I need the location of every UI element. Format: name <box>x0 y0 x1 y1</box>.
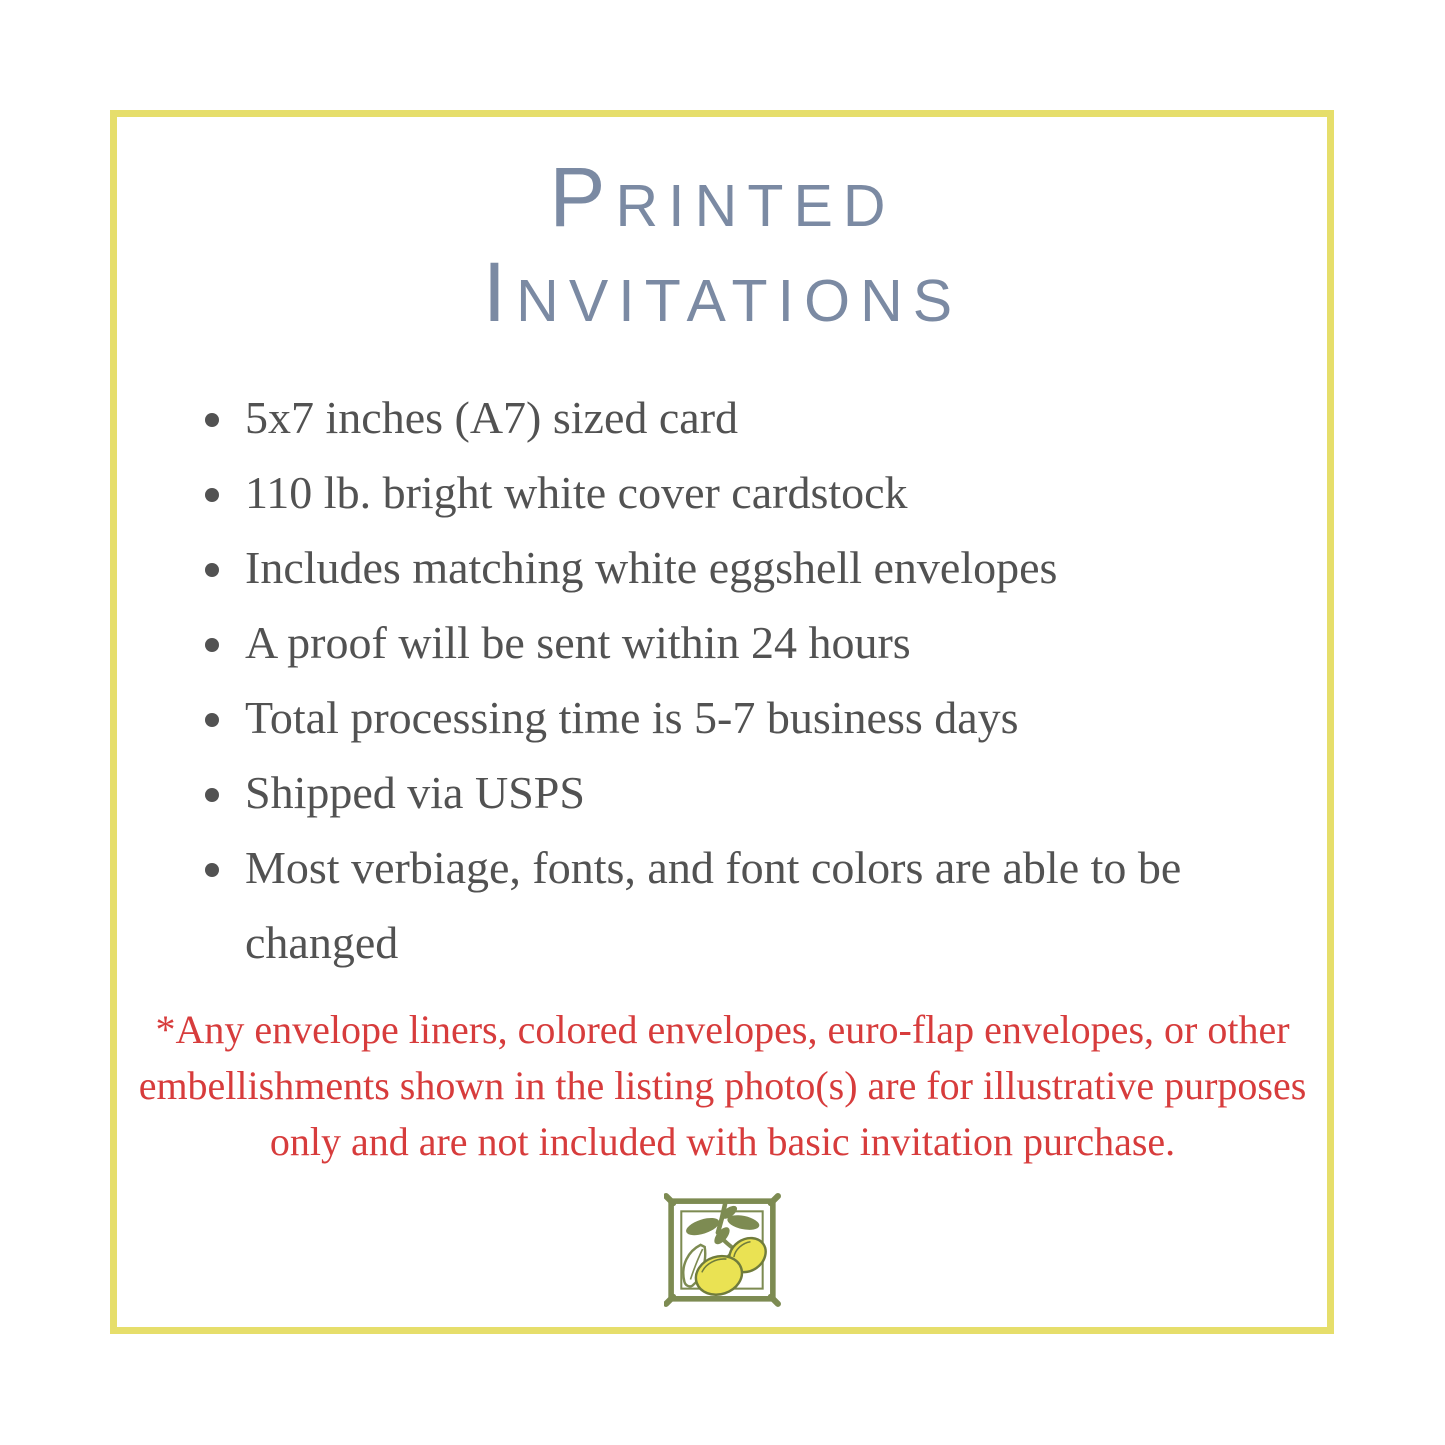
disclaimer-text <box>0 1002 1445 1170</box>
list-item: • Total processing time is 5-7 business days <box>239 680 1329 755</box>
list-item: • 5x7 inches (A7) sized card <box>239 380 1329 455</box>
list-item: • A proof will be sent within 24 hours <box>239 605 1329 680</box>
page-title <box>0 150 1445 340</box>
page-title-line1: Printed <box>549 150 896 244</box>
list-item: • Shipped via USPS <box>239 755 1329 830</box>
disclaimer-line: *Any envelope liners, colored envelopes, euro-flap envelopes, or other <box>155 1007 1290 1052</box>
disclaimer-line: only and are not included with basic invitation purchase. <box>269 1119 1176 1164</box>
disclaimer-line: embellishments shown in the listing photo(s) are for illustrative purposes <box>138 1063 1307 1108</box>
lemon-logo <box>664 1192 782 1310</box>
page-title-line2: Invitations <box>482 244 963 339</box>
lemon-branch-icon <box>664 1192 782 1310</box>
list-item: • Most verbiage, fonts, and font colors are able to be changed <box>239 830 1329 980</box>
features-list <box>205 380 1329 980</box>
list-item: • Includes matching white eggshell envelopes <box>239 530 1329 605</box>
list-item: • 110 lb. bright white cover cardstock <box>239 455 1329 530</box>
